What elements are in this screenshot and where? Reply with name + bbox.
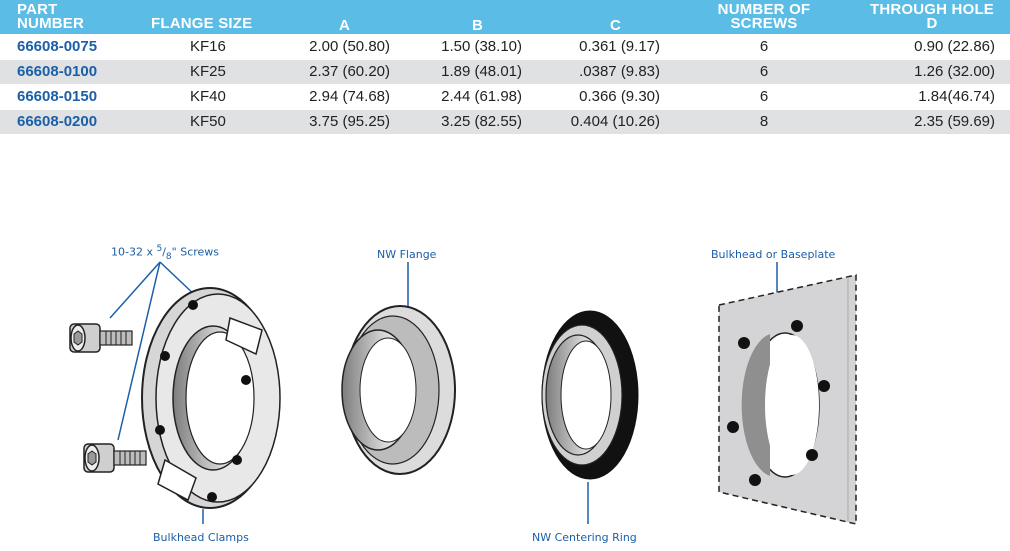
- flange-size: KF40: [190, 88, 226, 105]
- table-row: [0, 35, 1010, 59]
- table-row: [0, 60, 1010, 84]
- header-number-of-screws: [712, 3, 816, 31]
- header-a: A: [339, 17, 351, 34]
- table-row: [0, 110, 1010, 134]
- flange-size: KF16: [190, 38, 226, 55]
- bulkhead-plate-icon: [719, 275, 856, 524]
- through-hole-d: 0.90 (22.86): [914, 38, 995, 55]
- dimension-c: .0387 (9.83): [579, 63, 660, 80]
- screw-icon: [70, 324, 132, 352]
- dimension-c: 0.404 (10.26): [570, 113, 660, 130]
- assembly-diagram: [0, 140, 1010, 530]
- table-header: [0, 0, 1010, 34]
- header-c: C: [610, 17, 622, 34]
- centering-ring-label: NW Centering Ring: [532, 531, 637, 544]
- part-number: 66608-0075: [17, 38, 98, 55]
- bulkhead-clamps-label: Bulkhead Clamps: [153, 531, 249, 544]
- header-part-line2: NUMBER: [17, 15, 85, 32]
- screw-icon: [84, 444, 146, 472]
- part-number: 66608-0200: [17, 113, 98, 130]
- table-row: [0, 85, 1010, 109]
- dimension-c: 0.361 (9.17): [579, 38, 660, 55]
- header-hole-line2: D: [926, 15, 938, 32]
- dimension-b: 3.25 (82.55): [441, 113, 522, 130]
- dimension-b: 1.89 (48.01): [441, 63, 522, 80]
- through-hole-d: 2.35 (59.69): [914, 113, 995, 130]
- screws-label-num: 5: [156, 244, 163, 254]
- part-number: 66608-0150: [17, 88, 98, 105]
- header-through-hole: [862, 3, 1002, 31]
- dimension-a: 2.37 (60.20): [309, 63, 390, 80]
- nw-flange-icon: [342, 306, 455, 474]
- screws-label-suffix: " Screws: [171, 245, 220, 259]
- bulkhead-plate-label: Bulkhead or Baseplate: [711, 248, 836, 261]
- dimension-a: 3.75 (95.25): [309, 113, 390, 130]
- header-screws-line2: SCREWS: [730, 15, 798, 32]
- header-flange-size: FLANGE SIZE: [151, 15, 253, 32]
- screw-count: 6: [759, 38, 769, 55]
- part-number: 66608-0100: [17, 63, 98, 80]
- flange-size: KF50: [190, 113, 226, 130]
- bulkhead-clamp-icon: [142, 288, 280, 508]
- through-hole-d: 1.84(46.74): [918, 88, 995, 105]
- dimension-a: 2.94 (74.68): [309, 88, 390, 105]
- dimension-b: 2.44 (61.98): [441, 88, 522, 105]
- flange-size: KF25: [190, 63, 226, 80]
- screws-label-prefix: 10-32 x: [111, 245, 157, 259]
- nw-flange-label: NW Flange: [377, 248, 437, 261]
- dimension-b: 1.50 (38.10): [441, 38, 522, 55]
- screw-count: 6: [759, 88, 769, 105]
- screws-label: 10-32 x $^5/_8$" Screws: [111, 244, 220, 262]
- screw-count: 8: [759, 113, 769, 130]
- header-part-line1: PART: [17, 1, 58, 18]
- dimension-c: 0.366 (9.30): [579, 88, 660, 105]
- screw-count: 6: [759, 63, 769, 80]
- header-screws-line1: NUMBER OF: [717, 1, 811, 18]
- header-hole-line1: THROUGH HOLE: [869, 1, 995, 18]
- centering-ring-icon: [542, 311, 638, 479]
- header-b: B: [472, 17, 484, 34]
- dimension-a: 2.00 (50.80): [309, 38, 390, 55]
- screws-label-den: 8: [165, 251, 172, 262]
- through-hole-d: 1.26 (32.00): [914, 63, 995, 80]
- header-part-number: [17, 3, 84, 31]
